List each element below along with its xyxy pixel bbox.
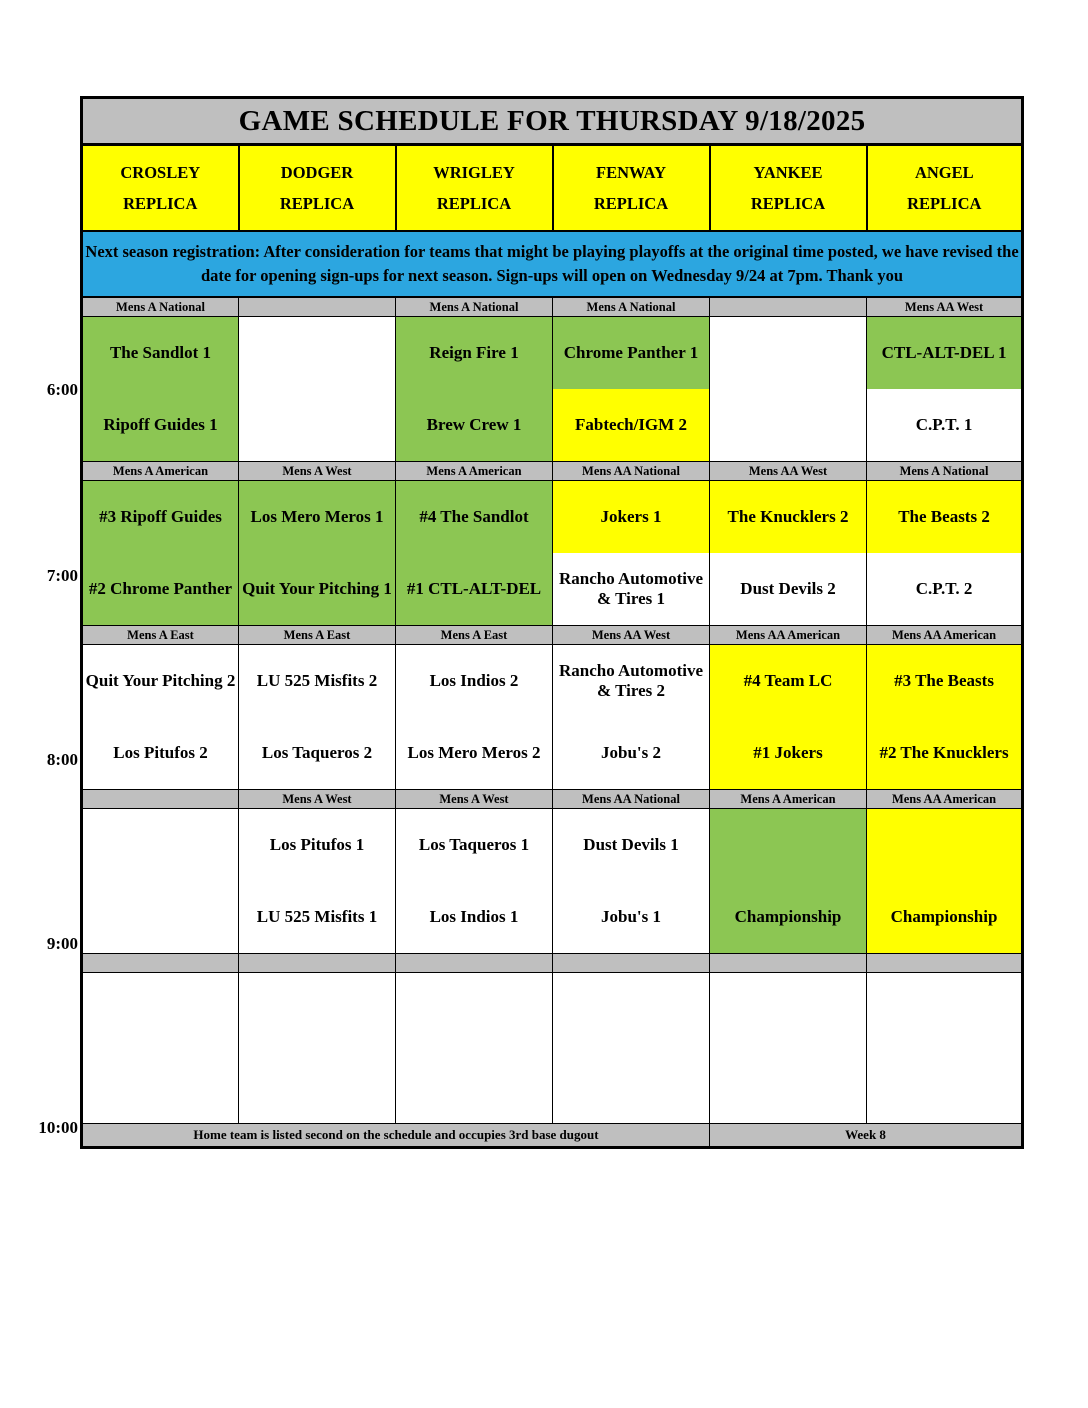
field-name-line2: REPLICA bbox=[593, 194, 669, 213]
empty-slot bbox=[553, 973, 710, 1124]
empty-slot bbox=[239, 973, 396, 1124]
game-row-9-home bbox=[82, 881, 1023, 954]
time-label-7: 7:00 bbox=[46, 566, 78, 585]
division-label: Mens A American bbox=[82, 462, 239, 481]
home-team: Ripoff Guides 1 bbox=[82, 389, 239, 462]
away-team bbox=[867, 809, 1023, 882]
field-name-line1: CROSLEY bbox=[120, 162, 201, 182]
away-team: Los Pitufos 1 bbox=[239, 809, 396, 882]
division-label: Mens A National bbox=[553, 297, 710, 317]
field-header-wrigley bbox=[396, 145, 553, 232]
division-label bbox=[82, 790, 239, 809]
home-team: C.P.T. 2 bbox=[867, 553, 1023, 626]
schedule-table bbox=[80, 96, 1024, 1149]
away-team: #3 The Beasts bbox=[867, 645, 1023, 718]
field-name-line2: REPLICA bbox=[750, 194, 826, 213]
game-row-6-home bbox=[82, 389, 1023, 462]
home-team bbox=[239, 389, 396, 462]
away-team: #3 Ripoff Guides bbox=[82, 481, 239, 554]
empty-slot bbox=[867, 973, 1023, 1124]
game-row-6-away bbox=[82, 317, 1023, 390]
field-name-line2: REPLICA bbox=[436, 194, 512, 213]
footer-row bbox=[82, 1124, 1023, 1148]
division-label: Mens A National bbox=[82, 297, 239, 317]
away-team: Reign Fire 1 bbox=[396, 317, 553, 390]
game-row-7-away bbox=[82, 481, 1023, 554]
division-row-8 bbox=[82, 626, 1023, 645]
division-label: Mens AA West bbox=[867, 297, 1023, 317]
division-label bbox=[867, 954, 1023, 973]
field-header-row bbox=[82, 145, 1023, 232]
away-team: Chrome Panther 1 bbox=[553, 317, 710, 390]
away-team: Los Mero Meros 1 bbox=[239, 481, 396, 554]
division-label: Mens A American bbox=[396, 462, 553, 481]
division-label bbox=[553, 954, 710, 973]
division-label: Mens A American bbox=[710, 790, 867, 809]
home-team: Dust Devils 2 bbox=[710, 553, 867, 626]
division-row-6 bbox=[82, 297, 1023, 317]
game-row-9-away bbox=[82, 809, 1023, 882]
away-team: Los Taqueros 1 bbox=[396, 809, 553, 882]
away-team bbox=[82, 809, 239, 882]
division-label: Mens AA West bbox=[710, 462, 867, 481]
away-team bbox=[710, 809, 867, 882]
home-team bbox=[710, 389, 867, 462]
away-team: Quit Your Pitching 2 bbox=[82, 645, 239, 718]
field-name-line1: YANKEE bbox=[753, 162, 823, 182]
time-label-10: 10:00 bbox=[38, 1118, 78, 1137]
division-row-10 bbox=[82, 954, 1023, 973]
home-team: Los Pitufos 2 bbox=[82, 717, 239, 790]
field-header-fenway bbox=[553, 145, 710, 232]
page-title: GAME SCHEDULE FOR THURSDAY 9/18/2025 bbox=[82, 98, 1023, 145]
field-name-line2: REPLICA bbox=[123, 194, 198, 213]
away-team: The Beasts 2 bbox=[867, 481, 1023, 554]
away-team: Los Indios 2 bbox=[396, 645, 553, 718]
home-team: Jobu's 1 bbox=[553, 881, 710, 954]
division-label: Mens AA National bbox=[553, 462, 710, 481]
division-label: Mens AA West bbox=[553, 626, 710, 645]
division-label: Mens AA American bbox=[710, 626, 867, 645]
field-header-crosley bbox=[82, 145, 239, 232]
home-team bbox=[82, 881, 239, 954]
home-team: Jobu's 2 bbox=[553, 717, 710, 790]
home-team: C.P.T. 1 bbox=[867, 389, 1023, 462]
division-label bbox=[710, 954, 867, 973]
field-name-line1: WRIGLEY bbox=[433, 162, 515, 182]
home-team: #2 The Knucklers bbox=[867, 717, 1023, 790]
title-row bbox=[82, 98, 1023, 145]
home-team: Rancho Automotive & Tires 1 bbox=[553, 553, 710, 626]
game-row-8-home bbox=[82, 717, 1023, 790]
field-name-line2: REPLICA bbox=[907, 194, 982, 213]
field-header-angel bbox=[867, 145, 1023, 232]
away-team: #4 Team LC bbox=[710, 645, 867, 718]
field-name-line1: DODGER bbox=[280, 162, 354, 182]
division-row-7 bbox=[82, 462, 1023, 481]
time-label-6: 6:00 bbox=[46, 380, 78, 399]
away-team: LU 525 Misfits 2 bbox=[239, 645, 396, 718]
home-team: LU 525 Misfits 1 bbox=[239, 881, 396, 954]
time-label-9: 9:00 bbox=[46, 934, 78, 953]
footer-week: Week 8 bbox=[710, 1124, 1023, 1148]
division-label: Mens AA American bbox=[867, 626, 1023, 645]
away-team: Dust Devils 1 bbox=[553, 809, 710, 882]
away-team: Rancho Automotive & Tires 2 bbox=[553, 645, 710, 718]
away-team: CTL-ALT-DEL 1 bbox=[867, 317, 1023, 390]
division-label: Mens AA National bbox=[553, 790, 710, 809]
away-team: The Sandlot 1 bbox=[82, 317, 239, 390]
home-team: Championship bbox=[867, 881, 1023, 954]
division-label: Mens A East bbox=[239, 626, 396, 645]
division-label: Mens A East bbox=[82, 626, 239, 645]
home-team: Quit Your Pitching 1 bbox=[239, 553, 396, 626]
away-team bbox=[710, 317, 867, 390]
game-row-8-away bbox=[82, 645, 1023, 718]
division-label bbox=[239, 297, 396, 317]
division-label: Mens A National bbox=[867, 462, 1023, 481]
home-team: #1 Jokers bbox=[710, 717, 867, 790]
game-row-10 bbox=[82, 973, 1023, 1124]
home-team: Los Mero Meros 2 bbox=[396, 717, 553, 790]
home-team: Los Taqueros 2 bbox=[239, 717, 396, 790]
registration-notice: Next season registration: After consideration for teams that might be playing playoffs at the original time posted, we have revised the date for opening sign-ups for next season. Sign-ups will open on Wednesday 9/24 at 7pm. Thank you bbox=[82, 231, 1023, 297]
division-label bbox=[82, 954, 239, 973]
time-label-8: 8:00 bbox=[46, 750, 78, 769]
away-team: The Knucklers 2 bbox=[710, 481, 867, 554]
home-team: #2 Chrome Panther bbox=[82, 553, 239, 626]
division-row-9 bbox=[82, 790, 1023, 809]
field-name-line2: REPLICA bbox=[279, 194, 355, 213]
field-header-yankee bbox=[710, 145, 867, 232]
division-label bbox=[239, 954, 396, 973]
division-label: Mens A West bbox=[239, 462, 396, 481]
field-header-dodger bbox=[239, 145, 396, 232]
division-label: Mens A East bbox=[396, 626, 553, 645]
division-label bbox=[710, 297, 867, 317]
away-team bbox=[239, 317, 396, 390]
empty-slot bbox=[82, 973, 239, 1124]
home-team: Championship bbox=[710, 881, 867, 954]
empty-slot bbox=[396, 973, 553, 1124]
field-name-line1: FENWAY bbox=[596, 162, 666, 182]
away-team: Jokers 1 bbox=[553, 481, 710, 554]
game-row-7-home bbox=[82, 553, 1023, 626]
home-team: Los Indios 1 bbox=[396, 881, 553, 954]
home-team: #1 CTL-ALT-DEL bbox=[396, 553, 553, 626]
notice-row bbox=[82, 231, 1023, 297]
field-name-line1: ANGEL bbox=[914, 162, 974, 182]
division-label: Mens A National bbox=[396, 297, 553, 317]
empty-slot bbox=[710, 973, 867, 1124]
schedule-sheet bbox=[80, 96, 1021, 1149]
division-label bbox=[396, 954, 553, 973]
division-label: Mens A West bbox=[239, 790, 396, 809]
division-label: Mens A West bbox=[396, 790, 553, 809]
division-label: Mens AA American bbox=[867, 790, 1023, 809]
footer-note: Home team is listed second on the schedule and occupies 3rd base dugout bbox=[82, 1124, 710, 1148]
home-team: Fabtech/IGM 2 bbox=[553, 389, 710, 462]
away-team: #4 The Sandlot bbox=[396, 481, 553, 554]
home-team: Brew Crew 1 bbox=[396, 389, 553, 462]
